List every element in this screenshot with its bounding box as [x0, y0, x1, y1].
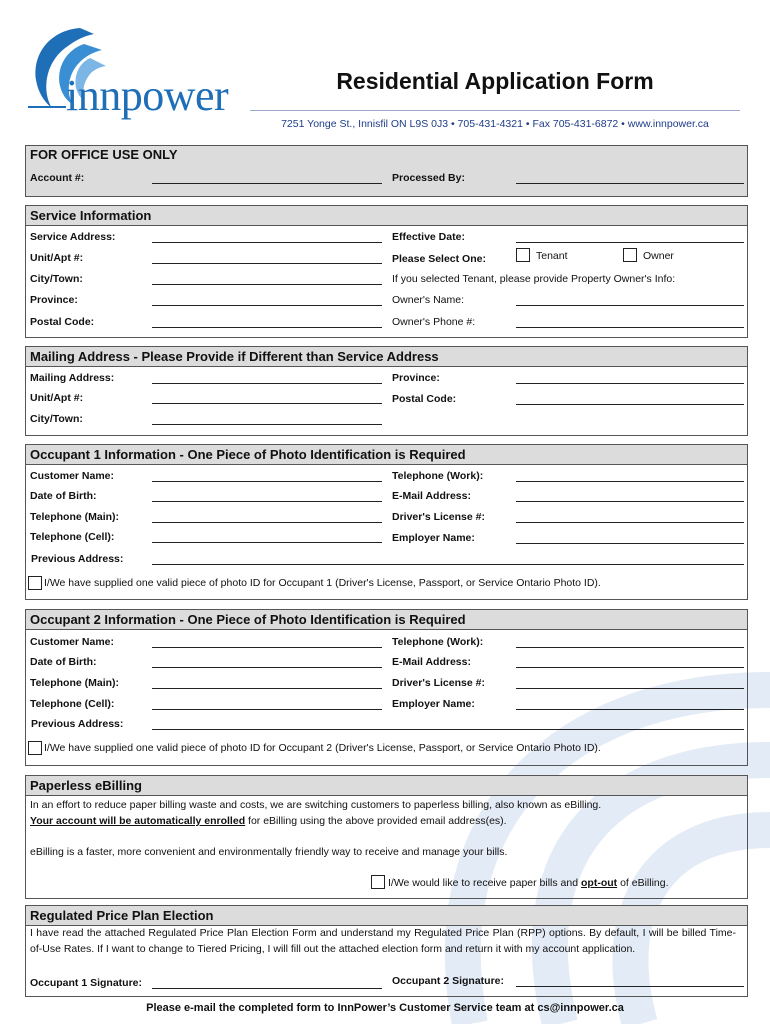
- opt-out-post: of eBilling.: [617, 877, 669, 889]
- occ1-id-checkbox[interactable]: [28, 576, 42, 590]
- ebilling-heading: Paperless eBilling: [26, 776, 747, 796]
- paper-bills-label: [388, 875, 669, 891]
- occ1-tel-work-label: Telephone (Work):: [392, 470, 484, 482]
- mailing-province-input[interactable]: [516, 383, 744, 384]
- occ1-tel-cell-input[interactable]: [152, 542, 382, 543]
- occ1-license-label: Driver's License #:: [392, 511, 485, 523]
- occ1-tel-cell-label: Telephone (Cell):: [30, 531, 115, 543]
- owner-phone-label: Owner's Phone #:: [392, 316, 476, 328]
- occ1-signature-label: Occupant 1 Signature:: [30, 977, 143, 989]
- rpp-heading: Regulated Price Plan Election: [26, 906, 747, 926]
- mailing-address-label: Mailing Address:: [30, 372, 115, 384]
- occ2-tel-cell-label: Telephone (Cell):: [30, 698, 115, 710]
- owner-name-label: Owner's Name:: [392, 294, 465, 306]
- occ1-previous-address-label: Previous Address:: [31, 553, 124, 565]
- tenant-checkbox[interactable]: [516, 248, 530, 262]
- occ1-license-input[interactable]: [516, 522, 744, 523]
- occ2-email-label: E-Mail Address:: [392, 656, 471, 668]
- occ1-email-label: E-Mail Address:: [392, 490, 471, 502]
- province-label: Province:: [30, 294, 78, 306]
- ebilling-paragraph-2: [30, 813, 507, 829]
- occ2-dob-input[interactable]: [152, 667, 382, 668]
- occ2-id-checkbox[interactable]: [28, 741, 42, 755]
- occupant2-heading: Occupant 2 Information - One Piece of Photo Identification is Required: [26, 610, 747, 630]
- logo-wordmark: innpower: [66, 71, 229, 120]
- occ1-dob-input[interactable]: [152, 501, 382, 502]
- owner-name-input[interactable]: [516, 305, 744, 306]
- unit-input[interactable]: [152, 263, 382, 264]
- occ2-dob-label: Date of Birth:: [30, 656, 97, 668]
- service-address-input[interactable]: [152, 242, 382, 243]
- occ1-employer-label: Employer Name:: [392, 532, 475, 544]
- account-input[interactable]: [152, 183, 382, 184]
- occ2-email-input[interactable]: [516, 667, 744, 668]
- city-label: City/Town:: [30, 273, 83, 285]
- occ1-employer-input[interactable]: [516, 543, 744, 544]
- processed-by-input[interactable]: [516, 183, 744, 184]
- city-input[interactable]: [152, 284, 382, 285]
- occ2-tel-work-input[interactable]: [516, 647, 744, 648]
- occ2-previous-address-input[interactable]: [152, 729, 744, 730]
- owner-label: Owner: [643, 250, 674, 262]
- province-input[interactable]: [152, 305, 382, 306]
- logo-underline: [28, 106, 66, 108]
- occ1-signature-input[interactable]: [152, 988, 382, 989]
- account-label: Account #:: [30, 172, 85, 184]
- unit-label: Unit/Apt #:: [30, 252, 84, 264]
- mailing-postal-label: Postal Code:: [392, 393, 457, 405]
- ebilling-paragraph-1: In an effort to reduce paper billing waste and costs, we are switching customers to paperless billing, also known as eBilling.: [30, 799, 602, 811]
- title-divider: [250, 110, 740, 111]
- paper-bills-checkbox[interactable]: [371, 875, 385, 889]
- rpp-paragraph: I have read the attached Regulated Price Plan Election Form and understand my Regulated Price Plan (RPP) options. By default, I will be billed Time-of-Use Rates. If I want to change to Tiered Pricing, I will fill out the attached election form and return it with my account application.: [30, 927, 736, 955]
- occ2-previous-address-label: Previous Address:: [31, 718, 124, 730]
- mailing-section: [25, 346, 748, 436]
- occupant1-heading: Occupant 1 Information - One Piece of Photo Identification is Required: [26, 445, 747, 465]
- occ1-email-input[interactable]: [516, 501, 744, 502]
- occ1-tel-main-input[interactable]: [152, 522, 382, 523]
- mailing-city-input[interactable]: [152, 424, 382, 425]
- occ1-dob-label: Date of Birth:: [30, 490, 97, 502]
- auto-enrolled-text: Your account will be automatically enrolled: [30, 815, 246, 827]
- service-address-label: Service Address:: [30, 231, 116, 243]
- service-heading: Service Information: [26, 206, 747, 226]
- mailing-city-label: City/Town:: [30, 413, 83, 425]
- occ2-tel-work-label: Telephone (Work):: [392, 636, 484, 648]
- office-use-heading: FOR OFFICE USE ONLY: [26, 146, 747, 196]
- auto-enrolled-rest: for eBilling using the above provided email address(es).: [245, 815, 507, 827]
- occ1-customer-name-input[interactable]: [152, 481, 382, 482]
- postal-label: Postal Code:: [30, 316, 95, 328]
- tenant-note: If you selected Tenant, please provide Property Owner's Info:: [392, 273, 676, 285]
- select-one-label: Please Select One:: [392, 253, 486, 265]
- form-title: Residential Application Form: [336, 68, 654, 94]
- mailing-unit-label: Unit/Apt #:: [30, 392, 84, 404]
- occ1-previous-address-input[interactable]: [152, 564, 744, 565]
- occ1-tel-main-label: Telephone (Main):: [30, 511, 120, 523]
- ebilling-paragraph-3: eBilling is a faster, more convenient and environmentally friendly way to receive and manage your bills.: [30, 846, 508, 858]
- tenant-label: Tenant: [536, 250, 568, 262]
- occ2-employer-label: Employer Name:: [392, 698, 475, 710]
- opt-out-text: opt-out: [581, 877, 618, 889]
- occ1-id-check-label: I/We have supplied one valid piece of photo ID for Occupant 1 (Driver's License, Passport, or Service Ontario Photo ID).: [44, 577, 601, 589]
- service-section: [25, 205, 748, 338]
- occ2-customer-name-input[interactable]: [152, 647, 382, 648]
- occ2-employer-input[interactable]: [516, 709, 744, 710]
- mailing-unit-input[interactable]: [152, 403, 382, 404]
- company-address: 7251 Yonge St., Innisfil ON L9S 0J3 • 705-431-4321 • Fax 705-431-6872 • www.innpower.ca: [281, 118, 709, 130]
- occ2-license-label: Driver's License #:: [392, 677, 485, 689]
- footer-instructions: Please e-mail the completed form to InnPower’s Customer Service team at cs@innpower.ca: [146, 1002, 624, 1014]
- owner-checkbox[interactable]: [623, 248, 637, 262]
- mailing-postal-input[interactable]: [516, 404, 744, 405]
- processed-by-label: Processed By:: [392, 172, 465, 184]
- occ2-tel-main-input[interactable]: [152, 688, 382, 689]
- mailing-heading: Mailing Address - Please Provide if Different than Service Address: [26, 347, 747, 367]
- effective-date-label: Effective Date:: [392, 231, 465, 243]
- occ2-tel-main-label: Telephone (Main):: [30, 677, 120, 689]
- postal-input[interactable]: [152, 327, 382, 328]
- occ1-customer-name-label: Customer Name:: [30, 470, 115, 482]
- occ2-signature-input[interactable]: [516, 986, 744, 987]
- occ2-id-check-label: I/We have supplied one valid piece of photo ID for Occupant 2 (Driver's License, Passport, or Service Ontario Photo ID).: [44, 742, 601, 754]
- occ2-signature-label: Occupant 2 Signature:: [392, 975, 505, 987]
- occ1-tel-work-input[interactable]: [516, 481, 744, 482]
- mailing-address-input[interactable]: [152, 383, 382, 384]
- effective-date-input[interactable]: [516, 242, 744, 243]
- owner-phone-input[interactable]: [516, 327, 744, 328]
- office-use-section: [25, 145, 748, 197]
- occ2-tel-cell-input[interactable]: [152, 709, 382, 710]
- occ2-license-input[interactable]: [516, 688, 744, 689]
- opt-out-pre: I/We would like to receive paper bills and: [388, 877, 581, 889]
- mailing-province-label: Province:: [392, 372, 440, 384]
- occ2-customer-name-label: Customer Name:: [30, 636, 115, 648]
